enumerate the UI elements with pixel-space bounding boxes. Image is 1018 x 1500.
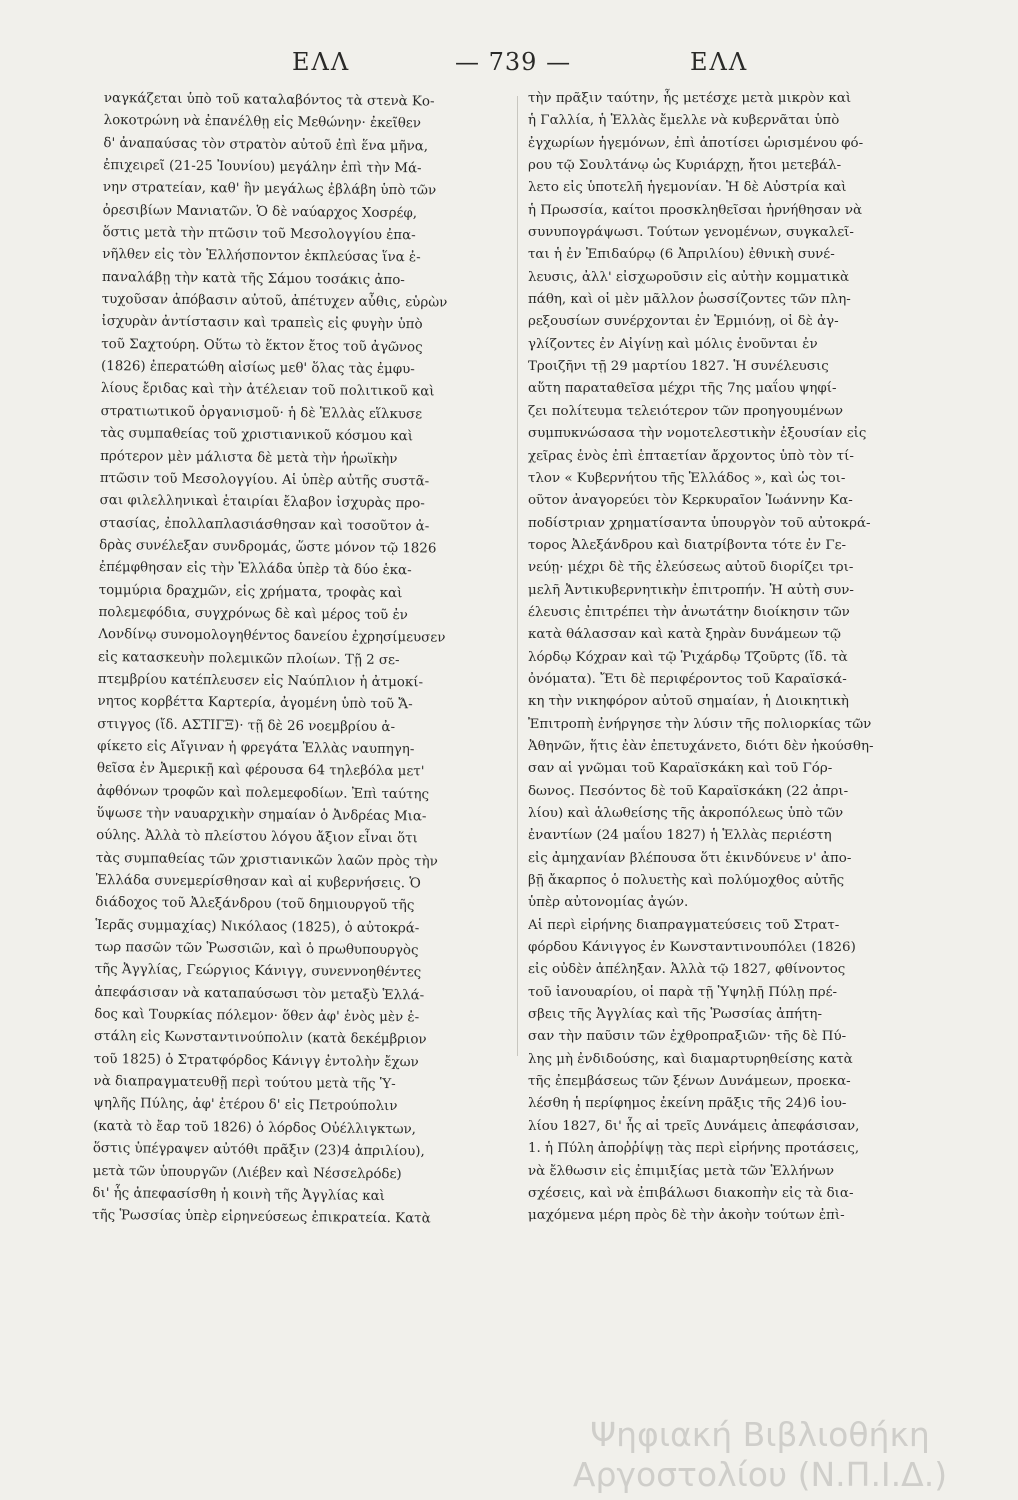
text-line: στρατιωτικοῦ ὀργανισμοῦ· ἡ δὲ Ἑλλὰς εἵλκυσε <box>100 403 423 423</box>
text-line: δ' ἀναπαύσας τὸν στρατὸν αὐτοῦ ἐπὶ ἕνα μῆνα, <box>103 135 429 155</box>
text-line: Λονδίνῳ συνομολογηθέντος δανείου ἐχρησίμευσεν <box>98 627 446 646</box>
text-line: ἐπιχειρεῖ (21-25 Ἰουνίου) μεγάλην ἐπὶ τὴν Μά- <box>103 158 422 177</box>
header-right-word: ΕΛΛ <box>690 48 749 76</box>
text-line: σχέσεις, καὶ νὰ ἐπιβάλωσι διακοπὴν εἰς τὰ δια- <box>528 1185 854 1201</box>
watermark-line-2: Αργοστολίου (Ν.Π.Ι.Δ.) <box>572 1455 948 1494</box>
text-line: διάδοχος τοῦ Ἀλεξάνδρου (τοῦ δημιουργοῦ τῆς <box>95 895 415 914</box>
text-line: ἡ Πρωσσία, καίτοι προσκληθεῖσαι ἠρνήθησαν νὰ <box>528 202 863 218</box>
text-line: νὰ διαπραγματευθῇ περὶ τούτου μετὰ τῆς Ὑ- <box>93 1074 396 1093</box>
text-line: εἰς οὐδὲν ἀπέληξαν. Ἀλλὰ τῷ 1827, φθίνοντος <box>528 962 846 978</box>
text-line: Αἱ περὶ εἰρήνης διαπραγματεύσεις τοῦ Στρατ- <box>528 917 840 933</box>
text-line: σαν αἱ γνῶμαι τοῦ Καραϊσκάκη καὶ τοῦ Γόρ- <box>528 761 833 777</box>
text-line: ἐγχωρίων ἡγεμόνων, ἐπὶ ἀποτίσει ὡρισμένου φό- <box>528 135 864 151</box>
text-line: τοῦ Σαχτούρη. Οὕτω τὸ ἕκτον ἔτος τοῦ ἀγῶνος <box>101 336 423 356</box>
text-line: δωνος. Πεσόντος δὲ τοῦ Καραϊσκάκη (22 ἀπρι- <box>528 783 849 799</box>
text-line: ζει πολίτευμα τελειότερον τῶν προηγουμένων <box>528 403 844 419</box>
text-line: νεύῃ· μέχρι δὲ τῆς ἐλεύσεως αὐτοῦ διορίζει τρι- <box>528 560 854 576</box>
text-line: μελῆ Ἀντικυβερνητικὴν ἐπιτροπήν. Ἡ αὐτὴ συν- <box>528 582 854 598</box>
text-line: ὑπὲρ αὐτονομίας ἀγών. <box>528 895 689 911</box>
text-line: λευσις, ἀλλ' εἰσχωροῦσιν εἰς αὐτὴν κομματικὰ <box>528 269 850 285</box>
text-line: ποδίστριαν χρηματίσαντα ὑπουργὸν τοῦ αὐτοκρά- <box>528 515 871 531</box>
column-divider <box>517 96 518 1056</box>
text-line: συμπυκνώσασα τὴν νομοτελεστικὴν ἐξουσίαν εἰς <box>528 426 867 442</box>
text-line: τωρ πασῶν τῶν Ῥωσσιῶν, καὶ ὁ πρωθυπουργὸς <box>94 940 419 959</box>
text-line: ἰσχυρὰν ἀντίστασιν καὶ τραπεὶς εἰς φυγὴν ὑπὸ <box>101 314 423 333</box>
text-line: ὀνόματα). Ἔτι δὲ περιφέροντος τοῦ Καραϊσκά- <box>528 671 847 687</box>
text-line: Ἀθηνῶν, ἥτις ἐὰν ἐπετυχάνετο, διότι δὲν ἠκούσθη- <box>528 738 874 754</box>
text-line: τυχοῦσαν ἀπόβασιν αὐτοῦ, ἀπέτυχεν αὖθις, εὑρὼν <box>101 292 448 311</box>
text-line: τοῦ 1825) ὁ Στρατφόρδος Κάνιγγ ἐντολὴν ἔχων <box>93 1051 419 1071</box>
library-watermark <box>530 1415 990 1495</box>
text-line: (κατὰ τὸ ἔαρ τοῦ 1826) ὁ λόρδος Οὐέλλιγκτων, <box>93 1118 417 1138</box>
text-line: κη τὴν νικηφόρον αὐτοῦ σημαίαν, ἡ Διοικητικὴ <box>528 694 849 710</box>
text-line: νῆλθεν εἰς τὸν Ἑλλήσποντον ἐκπλεύσας ἵνα ἐ- <box>102 247 421 266</box>
text-line: λίους ἔριδας καὶ τὴν ἀτέλειαν τοῦ πολιτικοῦ καὶ <box>100 381 435 400</box>
text-line: έλευσις ἐπιτρέπει τὴν ἀνωτάτην διοίκησιν τῶν <box>528 604 850 620</box>
text-line: κατὰ θάλασσαν καὶ κατὰ ξηρὰν δυνάμεων τῷ <box>528 627 841 643</box>
text-line: τοῦ ἰανουαρίου, οἱ παρὰ τῇ Ὑψηλῇ Πύλῃ πρέ- <box>528 984 838 1000</box>
text-line: μετὰ τῶν ὑπουργῶν (Λιέβεν καὶ Νέσσελρόδε) <box>92 1163 402 1182</box>
text-line: ψηλῆς Πύλης, ἀφ' ἑτέρου δ' εἰς Πετρούπολιν <box>93 1096 398 1115</box>
right-column <box>528 88 933 1228</box>
text-line: τὴν πρᾶξιν ταύτην, ἧς μετέσχε μετὰ μικρὸν καὶ <box>528 91 852 106</box>
text-line: ὅστις μετὰ τὴν πτῶσιν τοῦ Μεσολογγίου ἐπα- <box>102 225 416 244</box>
text-line: ἀφθόνων τροφῶν καὶ πολεμεφοδίων. Ἐπὶ ταύτης <box>96 783 430 803</box>
text-line: πολεμεφόδια, συγχρόνως δὲ καὶ μέρος τοῦ ἐν <box>98 604 408 624</box>
text-line: λετο εἰς ὑποτελῆ ἡγεμονίαν. Ἡ δὲ Αὐστρία καὶ <box>528 180 847 196</box>
text-line: χεῖρας ἑνὸς ἐπὶ ἑπταετίαν ἄρχοντος ὑπὸ τὸν τί- <box>528 448 854 464</box>
text-line: σβεις τῆς Ἀγγλίας καὶ τῆς Ῥωσσίας ἀπήτη- <box>528 1007 822 1023</box>
text-line: νητος κορβέττα Καρτερία, ἀγομένη ὑπὸ τοῦ Ἄ- <box>97 694 413 713</box>
text-line: λέσθη ἡ περίφημος ἐκείνη πρᾶξις τῆς 24)6 ἰου- <box>528 1096 847 1112</box>
text-line: αὕτη παραταθεῖσα μέχρι τῆς 7ης μαΐου ψηφί- <box>528 381 837 397</box>
text-line: ναγκάζεται ὑπὸ τοῦ καταλαβόντος τὰ στενὰ Κο- <box>103 90 435 110</box>
text-line: δρὰς συνέλεξαν συνδρομάς, ὥστε μόνον τῷ 1826 <box>99 537 437 557</box>
text-line: νην στρατείαν, καθ' ἣν μεγάλως ἐβλάβη ὑπὸ τῶν <box>102 180 437 199</box>
text-line: ὀρεσιβίων Μανιατῶν. Ὁ δὲ ναύαρχος Χοσρέφ, <box>102 202 418 222</box>
text-line: σαν τὴν παῦσιν τῶν ἐχθροπραξιῶν· τῆς δὲ Πύ- <box>528 1029 847 1045</box>
text-line: ρου τῷ Σουλτάνῳ ὡς Κυριάρχῃ, ἤτοι μετεβάλ- <box>528 158 842 174</box>
text-line: Ἐπιτροπὴ ἐνήργησε τὴν λύσιν τῆς πολιορκίας τῶν <box>528 716 872 732</box>
text-line: οῦτον ἀναγορεύει τὸν Κερκυραῖον Ἰωάννην Κα- <box>528 493 853 509</box>
text-line: στασίας, ἐπολλαπλασιάσθησαν καὶ τοσοῦτον ἀ- <box>99 515 430 534</box>
text-line: τῆς ἐπεμβάσεως τῶν ξένων Δυνάμεων, προεκα- <box>528 1074 851 1090</box>
text-line: λόρδῳ Κόχραν καὶ τῷ Ῥιχάρδῳ Τζοῦρτς (ἴδ. τὰ <box>528 649 848 665</box>
text-line: τορος Ἀλεξάνδρου καὶ διατρίβοντα τότε ἐν Γε- <box>528 537 847 553</box>
text-line: λίου) καὶ ἁλωθείσης τῆς ἀκροπόλεως ὑπὸ τῶν <box>528 806 844 821</box>
text-line: τῆς Ἀγγλίας, Γεώργιος Κάνιγγ, συνεννοηθέντες <box>94 962 422 981</box>
text-line: ται ἡ ἐν Ἐπιδαύρῳ (6 Ἀπριλίου) ἐθνικὴ συνέ- <box>528 247 835 263</box>
text-line: φόρδου Κάνιγγος ἐν Κωνσταντινουπόλει (1826) <box>528 940 856 956</box>
watermark-line-1: Ψηφιακή Βιβλιοθήκη <box>590 1415 930 1454</box>
text-line: λίου 1827, δι' ἧς αἱ τρεῖς Δυνάμεις ἀπεφάσισαν, <box>528 1118 860 1134</box>
text-line: πτῶσιν τοῦ Μεσολογγίου. Αἱ ὑπὲρ αὐτῆς συστᾶ- <box>99 470 430 490</box>
text-line: τὰς συμπαθείας τῶν χριστιανικῶν λαῶν πρὸς τὴν <box>95 850 438 870</box>
text-line: στάλη εἰς Κωνσταντινούπολιν (κατὰ δεκέμβριον <box>93 1029 427 1048</box>
text-line: ἀπεφάσισαν νὰ καταπαύσωσι τὸν μεταξὺ Ἑλλά- <box>94 984 425 1004</box>
text-line: πρότερον μὲν μάλιστα δὲ μετὰ τὴν ἡρωϊκὴν <box>100 448 398 467</box>
text-line: ὕψωσε τὴν ναυαρχικὴν σημαίαν ὁ Ἀνδρέας Μια- <box>96 805 427 825</box>
text-line: πτεμβρίου κατέπλευσεν εἰς Ναύπλιον ἡ ἀτμοκί- <box>97 671 424 691</box>
text-line: νὰ ἔλθωσιν εἰς ἐπιμιξίας μετὰ τῶν Ἑλλήνων <box>528 1163 834 1179</box>
text-line: παναλάβῃ τὴν κατὰ τῆς Σάμου τοσάκις ἀπο- <box>101 269 405 288</box>
text-line: στιγγος (ἴδ. ΑΣΤΙΓΞ)· τῇ δὲ 26 νοεμβρίου ἀ- <box>97 716 396 735</box>
text-line: τῆς Ῥωσσίας ὑπὲρ εἰρηνεύσεως ἐπικρατεία. Κατὰ <box>92 1208 431 1227</box>
left-column <box>92 88 504 1232</box>
page-number: — 739 — <box>455 48 572 76</box>
text-line: ρεξουσίων συνέρχονται ἐν Ἑρμιόνῃ, οἱ δὲ ἀγ- <box>528 314 839 330</box>
text-line: τομμύρια δραχμῶν, εἰς χρήματα, τροφὰς καὶ <box>98 582 403 601</box>
text-line: δι' ἧς ἀπεφασίσθη ἡ κοινὴ τῆς Ἀγγλίας καὶ <box>92 1185 386 1204</box>
text-line: τὰς συμπαθείας τοῦ χριστιανικοῦ κόσμου καὶ <box>100 426 414 445</box>
text-line: πάθη, καὶ οἱ μὲν μᾶλλον ῥωσσίζοντες τῶν πλη- <box>528 292 851 308</box>
text-line: ούλης. Ἀλλὰ τὸ πλείστου λόγου ἄξιον εἶναι ὅτι <box>96 828 418 847</box>
text-line: ἐπέμφθησαν εἰς τὴν Ἑλλάδα ὑπὲρ τὰ δύο ἑκα- <box>98 560 412 579</box>
text-line: Ἱερᾶς συμμαχίας) Νικόλαος (1825), ὁ αὐτοκρά- <box>95 917 420 937</box>
text-line: λης μὴ ἐνδιδούσης, καὶ διαμαρτυρηθείσης κατὰ <box>528 1051 853 1067</box>
text-line: ἐναντίων (24 μαΐου 1827) ἡ Ἑλλὰς περιέστη <box>528 828 832 844</box>
text-line: εἰς ἀμηχανίαν βλέπουσα ὅτι ἐκινδύνευε ν' ἀπο- <box>528 850 852 866</box>
text-line: δος καὶ Τουρκίας πόλεμον· ὅθεν ἀφ' ἑνὸς μὲν ἐ- <box>94 1007 420 1026</box>
text-line: σαι φιλελληνικαὶ ἑταιρίαι ἔλαβον ἰσχυρὰς προ- <box>99 493 425 512</box>
text-line: 1. ἡ Πύλη ἀποῤῥίψῃ τὰς περὶ εἰρήνης προτάσεις, <box>528 1141 860 1157</box>
text-line: εἰς κατασκευὴν πολεμικῶν πλοίων. Τῇ 2 σε- <box>97 649 400 668</box>
text-line: βῇ ἄκαρπος ὁ πολυετὴς καὶ πολύμοχθος αὐτῆς <box>528 873 845 889</box>
text-line: τλον « Κυβερνήτου τῆς Ἑλλάδος », καὶ ὡς τοι- <box>528 470 846 486</box>
text-line: μαχόμενα μέρη πρὸς δὲ τὴν ἀκοὴν τούτων ἐπὶ- <box>528 1208 845 1224</box>
text-line: (1826) ἐπερατώθη αἰσίως μεθ' ὅλας τὰς ἐμφυ- <box>101 359 415 378</box>
running-header <box>0 48 1018 88</box>
text-line: Ἑλλάδα συνεμερίσθησαν καὶ αἱ κυβερνήσεις. Ὁ <box>95 872 421 892</box>
text-line: φίκετο εἰς Αἴγιναν ἡ φρεγάτα Ἑλλὰς ναυπηγη- <box>97 738 415 758</box>
text-line: γλίζοντες ἐν Αἰγίνῃ καὶ μόλις ἑνοῦνται ἐν <box>528 336 818 352</box>
text-line: συνυπογράψωσι. Τούτων γενομένων, συγκαλεῖ- <box>528 225 854 241</box>
text-line: Τροιζῆνι τῇ 29 μαρτίου 1827. Ἡ συνέλευσις <box>528 359 829 375</box>
header-left-word: ΕΛΛ <box>292 48 351 76</box>
text-line: ὅστις ὑπέγραψεν αὐτόθι πρᾶξιν (23)4 ἀπριλίου), <box>92 1141 425 1160</box>
text-line: θεῖσα ἐν Ἀμερικῇ καὶ φέρουσα 64 τηλεβόλα μετ' <box>96 761 425 780</box>
text-line: λοκοτρώνη νὰ ἐπανέλθῃ εἰς Μεθώνην· ἐκεῖθεν <box>103 113 421 132</box>
text-line: ἡ Γαλλία, ἡ Ἑλλὰς ἔμελλε νὰ κυβερνᾶται ὑπὸ <box>528 113 840 129</box>
